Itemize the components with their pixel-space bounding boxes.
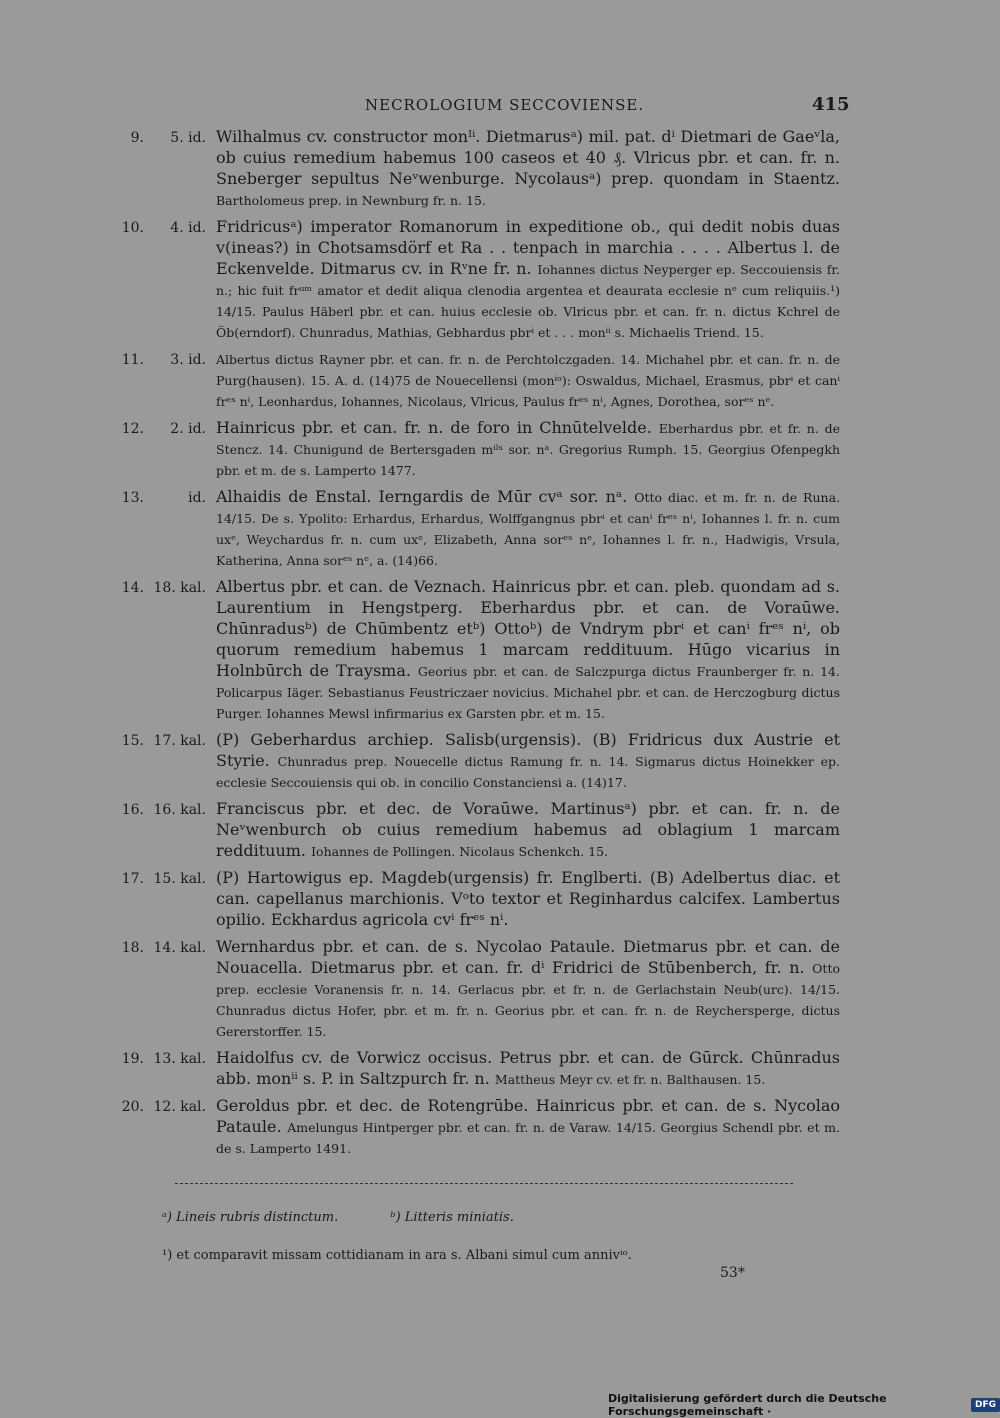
entry-date: 3. id. <box>170 352 206 368</box>
entry-row <box>110 1095 840 1158</box>
entry-text <box>216 798 840 861</box>
footnote-rule <box>175 1183 793 1184</box>
entry-addendum-text: Iohannes dictus Neyperger ep. Seccouiensis fr. n.; hic fuit frᵘᵐ amator et dedit aliqua clenodia argentea et deaurata ecclesie nᵉ cum reliquiis.¹) 14/15. Paulus Häberl pbr. et can. huius ecclesie ob. Vlricus pbr. et can. fr. n. dictus Kchrel de Öb(erndorf). Chunradus, Mathias, Gebhardus pbrⁱ et . . . monⁱⁱ s. Michaelis Triend. 15. <box>216 262 840 340</box>
entry-date: 14. kal. <box>153 940 206 956</box>
entry-addendum-text: Iohannes de Pollingen. Nicolaus Schenkch. 15. <box>311 844 609 859</box>
entry-main-text: Haidolfus cv. de Vorwicz occisus. Petrus pbr. et can. de Gūrck. Chūnradus abb. monⁱⁱ s. P. in Saltzpurch fr. n. <box>216 1048 840 1088</box>
entry-number: 17. <box>121 871 144 887</box>
entry-date: 12. kal. <box>153 1099 206 1115</box>
entry-number: 9. <box>130 130 144 146</box>
footnote-a: ᵃ) Lineis rubris distinctum. <box>162 1210 339 1225</box>
entry-main-text: (P) Geberhardus archiep. Salisb(urgensis). (B) Fridricus dux Austrie et Styrie. <box>216 730 840 770</box>
entry-date: 15. kal. <box>153 871 206 887</box>
entry-number: 12. <box>121 421 144 437</box>
entry-number: 11. <box>121 352 144 368</box>
entry-number: 18. <box>121 940 144 956</box>
entry-text <box>216 1047 840 1089</box>
entry-addendum-text: Eberhardus pbr. et fr. n. de Stencz. 14. Chunigund de Bertersgaden mⁱˡˢ sor. nᵃ. Gregorius Rumph. 15. Georgius Ofenpegkh pbr. et m. de s. Lamperto 1477. <box>216 421 840 478</box>
sheet-signature: 53* <box>720 1265 745 1281</box>
entry-main-text: Fridricusᵃ) imperator Romanorum in expeditione ob., qui dedit nobis duas v(ineas?) in Chotsamsdörf et Ra . . tenpach in marchia . . . . Albertus l. de Eckenvelde. Ditmarus cv. in Rᵛne fr. n. <box>216 217 840 278</box>
entry-text <box>216 576 840 723</box>
entry-number: 20. <box>121 1099 144 1115</box>
entry-row <box>110 867 840 930</box>
entry-number: 14. <box>121 580 144 596</box>
entry-number: 13. <box>121 490 144 506</box>
entry-addendum-text: Albertus dictus Rayner pbr. et can. fr. n. de Perchtolczgaden. 14. Michahel pbr. et can. fr. n. de Purg(hausen). 15. A. d. (14)75 de Nouecellensi (monⁱᵒ): Oswaldus, Michael, Erasmus, pbrⁱ et canⁱ frᵉˢ nⁱ, Leonhardus, Iohannes, Nicolaus, Vlricus, Paulus frᵉˢ nⁱ, Agnes, Dorothea, sorᵉˢ nᵉ. <box>216 352 840 409</box>
entry-text <box>216 486 840 570</box>
entry-main-text: (P) Hartowigus ep. Magdeb(urgensis) fr. Englberti. (B) Adelbertus diac. et can. capellanus marchionis. Vᵒto textor et Reginhardus calcifex. Lambertus opilio. Eckhardus agricola cvⁱ frᵉˢ nⁱ. <box>216 868 840 929</box>
entry-main-text: Albertus pbr. et can. de Veznach. Hainricus pbr. et can. pleb. quondam ad s. Laurentium in Hengstperg. Eberhardus pbr. et can. de Voraūwe. Chūnradusᵇ) de Chūmbentz etᵇ) Ottoᵇ) de Vndrym pbrⁱ et canⁱ frᵉˢ nⁱ, ob quorum remedium habemus 1 marcam reddituum. Hūgo vicarius in Holnbūrch de Traysma. <box>216 577 840 680</box>
entry-text <box>216 867 840 930</box>
entry-date: 13. kal. <box>153 1051 206 1067</box>
entry-text <box>216 417 840 480</box>
entry-addendum-text: Amelungus Hintperger pbr. et can. fr. n. de Varaw. 14/15. Georgius Schendl pbr. et m. de s. Lamperto 1491. <box>216 1120 840 1156</box>
entry-addendum-text: Bartholomeus prep. in Newnburg fr. n. 15. <box>216 193 486 208</box>
entry-main-text: Wernhardus pbr. et can. de s. Nycolao Pataule. Dietmarus pbr. et can. de Nouacella. Dietmarus pbr. et can. fr. dⁱ Fridrici de Stūbenberch, fr. n. <box>216 937 840 977</box>
entry-row <box>110 126 840 210</box>
entry-row <box>110 486 840 570</box>
entry-date: 18. kal. <box>153 580 206 596</box>
entry-number: 19. <box>121 1051 144 1067</box>
entry-main-text: Franciscus pbr. et dec. de Voraūwe. Martinusᵃ) pbr. et can. fr. n. de Neᵛwenburch ob cuius remedium habemus ad oblagium 1 marcam reddituum. <box>216 799 840 860</box>
entry-text <box>216 348 840 411</box>
entry-main-text: Geroldus pbr. et dec. de Rotengrūbe. Hainricus pbr. et can. de s. Nycolao Pataule. <box>216 1096 840 1136</box>
entry-row <box>110 576 840 723</box>
entry-text <box>216 126 840 210</box>
entry-row <box>110 348 840 411</box>
necrology-entries <box>110 126 840 1164</box>
page-number: 415 <box>812 94 850 115</box>
entry-main-text: Wilhalmus cv. constructor monᴵⁱ. Dietmarusᵃ) mil. pat. dⁱ Dietmari de Gaeᵛla, ob cuius remedium habemus 100 caseos et 40 ₰. Vlricus pbr. et can. fr. n. Sneberger sepultus Neᵛwenburge. Nycolausᵃ) prep. quondam in Staentz. <box>216 127 840 188</box>
entry-row <box>110 798 840 861</box>
entry-date: 16. kal. <box>153 802 206 818</box>
entry-date: 2. id. <box>170 421 206 437</box>
entry-addendum-text: Chunradus prep. Nouecelle dictus Ramung fr. n. 14. Sigmarus dictus Hoinekker ep. ecclesie Seccouiensis qui ob. in concilio Constanciensi a. (14)17. <box>216 754 840 790</box>
entry-date: id. <box>188 490 206 506</box>
page-header <box>0 96 1000 120</box>
footnote-1: ¹) et comparavit missam cottidianam in ara s. Albani simul cum annivⁱᵒ. <box>162 1248 632 1263</box>
entry-addendum-text: Mattheus Meyr cv. et fr. n. Balthausen. 15. <box>494 1072 766 1087</box>
entry-main-text: Hainricus pbr. et can. fr. n. de foro in Chnūtelvelde. <box>216 418 652 437</box>
entry-text <box>216 1095 840 1158</box>
dfg-credit-text: Digitalisierung gefördert durch die Deutsche Forschungsgemeinschaft · <box>608 1392 887 1418</box>
footnote-b: ᵇ) Litteris miniatis. <box>390 1210 514 1225</box>
entry-text <box>216 216 840 342</box>
entry-row <box>110 417 840 480</box>
entry-row <box>110 936 840 1041</box>
entry-addendum-text: Otto prep. ecclesie Voranensis fr. n. 14. Gerlacus pbr. et fr. n. de Gerlachstain Neub(urc). 14/15. Chunradus dictus Hofer, pbr. et m. fr. n. Georius pbr. et can. fr. n. de Reychersperge, dictus Gererstorffer. 15. <box>216 961 840 1039</box>
entry-date: 4. id. <box>170 220 206 236</box>
entry-number: 16. <box>121 802 144 818</box>
entry-number: 15. <box>121 733 144 749</box>
entry-addendum-text: Otto diac. et m. fr. n. de Runa. 14/15. De s. Ypolito: Erhardus, Erhardus, Wolffgangnus pbrⁱ et canⁱ frᵉˢ nⁱ, Iohannes l. fr. n. cum uxᵉ, Weychardus fr. n. cum uxᵉ, Elizabeth, Anna sorᵉˢ nᵉ, Iohannes l. fr. n., Hadwigis, Vrsula, Katherina, Anna sorᵉˢ nᵉ, a. (14)66. <box>216 490 840 568</box>
dfg-logo: DFG <box>971 1398 1000 1412</box>
entry-date: 17. kal. <box>153 733 206 749</box>
footnotes-ab <box>162 1210 562 1225</box>
entry-date: 5. id. <box>170 130 206 146</box>
entry-text <box>216 936 840 1041</box>
entry-number: 10. <box>121 220 144 236</box>
entry-row <box>110 216 840 342</box>
entry-main-text: Alhaidis de Enstal. Ierngardis de Mūr cvᵃ sor. nᵃ. <box>216 487 628 506</box>
entry-row <box>110 729 840 792</box>
dfg-credit <box>608 1392 1000 1418</box>
running-title: NECROLOGIUM SECCOVIENSE. <box>365 96 645 114</box>
entry-row <box>110 1047 840 1089</box>
entry-addendum-text: Georius pbr. et can. de Salczpurga dictus Fraunberger fr. n. 14. Policarpus Iäger. Sebastianus Feustriczaer novicius. Michahel pbr. et can. de Herczogburg dictus Purger. Iohannes Mewsl infirmarius ex Garsten pbr. et m. 15. <box>216 664 840 721</box>
entry-text <box>216 729 840 792</box>
